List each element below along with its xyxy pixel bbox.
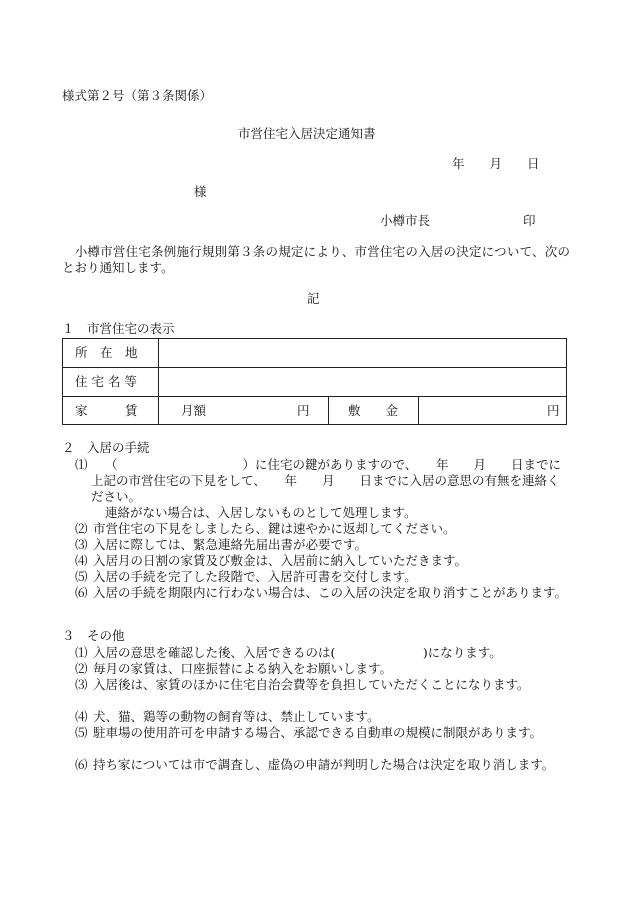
item-text: 入居の意思を確認した後、入居できるのは( )になります。 (93, 645, 502, 660)
item-text: 駐車場の使用許可を申請する場合、承認できる自動車の規模に制限があります。 (93, 725, 543, 740)
table-row-divider (63, 396, 566, 397)
item-text: 持ち家については市で調査し、虚偽の申請が判明した場合は決定を取り消します。 (93, 757, 555, 772)
table-col-divider (158, 339, 159, 424)
table-row-divider (63, 367, 566, 368)
item-text: 入居の手続を完了した段階で、入居許可書を交付します。 (93, 569, 417, 584)
rent-label: 家 賃 (75, 403, 138, 418)
document-title: 市営住宅入居決定通知書 (238, 126, 376, 141)
item-text: 入居の手続を期限内に行わない場合は、この入居の決定を取り消すことがあります。 (93, 585, 568, 600)
form-number: 様式第２号（第３条関係） (62, 88, 213, 103)
item-number: ⑸ (75, 569, 88, 584)
item-text: （ ）に住宅の鍵がありますので、 年 月 日までに上記の市営住宅の下見をして、 年 月 日までに入居の意思の有無を連絡ください。 (91, 457, 562, 504)
item-number: ⑸ (75, 725, 88, 740)
issue-date: 年 月 日 (452, 156, 540, 171)
seal-mark: 印 (523, 213, 536, 228)
item-number: ⑹ (75, 757, 88, 772)
item-text: 連絡がない場合は、入居しないものとして処理します。 (105, 505, 417, 520)
item-text: 犬、猫、鶏等の動物の飼育等は、禁止しています。 (93, 709, 380, 724)
item-text: 毎月の家賃は、口座振替による納入をお願いします。 (93, 661, 393, 676)
ki-marker: 記 (307, 291, 320, 306)
rent-unit: 円 (297, 403, 310, 418)
section3-heading: ３ その他 (62, 628, 125, 643)
item-number: ⑵ (75, 521, 88, 536)
recipient-suffix: 様 (194, 184, 207, 199)
address-label: 所 在 地 (75, 345, 138, 360)
rent-monthly-prefix: 月額 (181, 403, 207, 418)
section1-heading: １ 市営住宅の表示 (62, 321, 175, 336)
intro-paragraph: 小樽市営住宅条例施行規則第３条の規定により、市営住宅の入居の決定について、次のとおり通知します。 (62, 244, 570, 276)
item-number: ⑵ (75, 661, 88, 676)
item-text: 入居に際しては、緊急連絡先届出書が必要です。 (93, 537, 368, 552)
table-col-divider (328, 396, 329, 425)
item-text: 入居後は、家賃のほかに住宅自治会費等を負担していただくことになります。 (93, 677, 530, 692)
housing-table (62, 338, 567, 425)
deposit-unit: 円 (547, 403, 560, 418)
item-number: ⑴ (75, 457, 88, 472)
item-text: 入居月の日割の家賃及び敷金は、入居前に納入していただきます。 (93, 553, 468, 568)
deposit-label: 敷 金 (348, 403, 399, 418)
table-col-divider (418, 396, 419, 425)
housing-name-label: 住 宅 名 等 (75, 374, 137, 389)
section2-heading: ２ 入居の手続 (62, 440, 150, 455)
item-number: ⑷ (75, 709, 88, 724)
item-number: ⑶ (75, 537, 88, 552)
item-number: ⑹ (75, 585, 88, 600)
item-number: ⑴ (75, 645, 88, 660)
item-number: ⑷ (75, 553, 88, 568)
item-number: ⑶ (75, 677, 88, 692)
item-text: 市営住宅の下見をしましたら、鍵は速やかに返却してください。 (93, 521, 456, 536)
issuer-name: 小樽市長 (380, 213, 431, 228)
